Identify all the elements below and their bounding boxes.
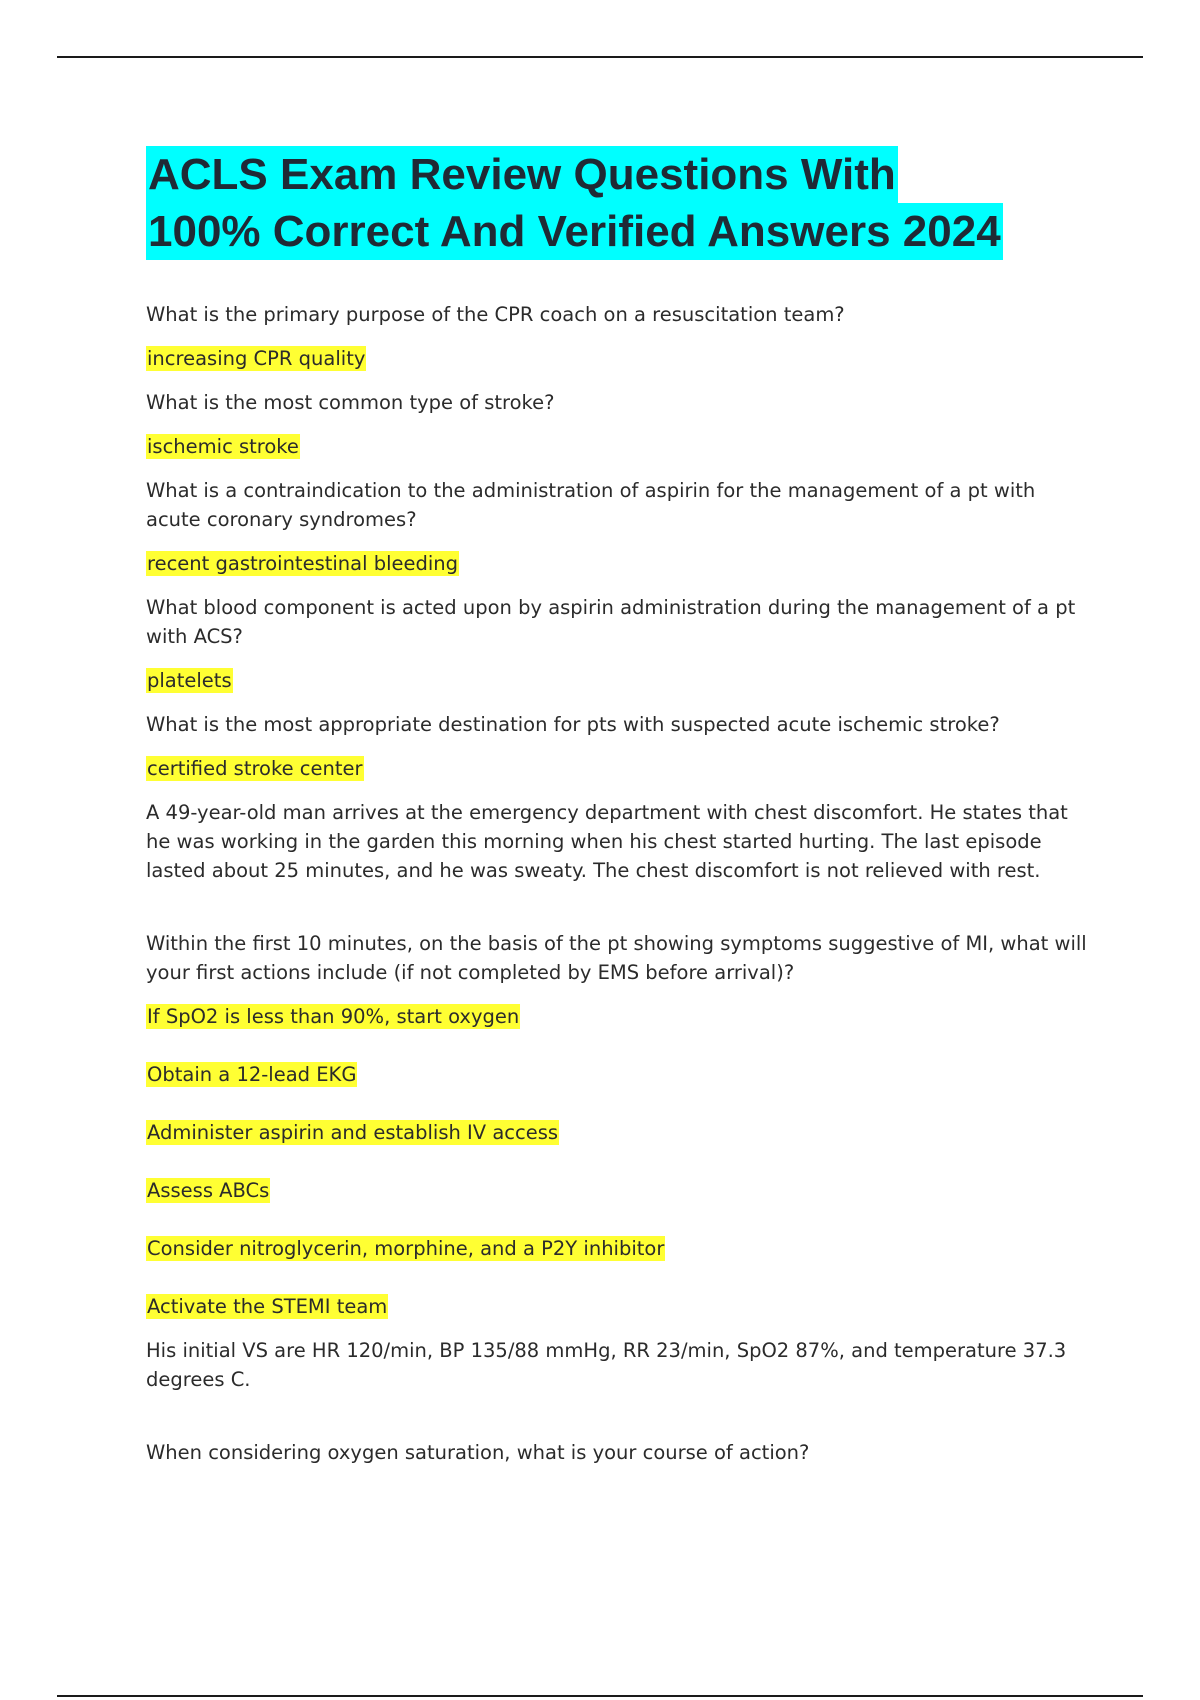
document-title	[146, 146, 1090, 260]
vitals-text: His initial VS are HR 120/min, BP 135/88 mmHg, RR 23/min, SpO2 87%, and temperature 37.3 degrees C.	[146, 1339, 1067, 1391]
question-list	[146, 300, 1090, 1482]
question-5: What is the most appropriate destination for pts with suspected acute ischemic stroke?	[146, 713, 1000, 736]
answer-3: recent gastrointestinal bleeding	[147, 552, 459, 575]
answer-5: certified stroke center	[147, 757, 363, 780]
answer-6-item: Consider nitroglycerin, morphine, and a P2Y inhibitor	[147, 1237, 665, 1260]
question-4: What blood component is acted upon by aspirin administration during the management of a pt with ACS?	[146, 596, 1076, 648]
answer-1: increasing CPR quality	[147, 347, 366, 370]
question-7: When considering oxygen saturation, what is your course of action?	[146, 1441, 810, 1464]
answer-6-item: Administer aspirin and establish IV access	[147, 1121, 559, 1144]
answer-4: platelets	[147, 669, 232, 692]
question-2: What is the most common type of stroke?	[146, 391, 555, 414]
answer-6-item: If SpO2 is less than 90%, start oxygen	[147, 1005, 520, 1028]
answer-6-item: Activate the STEMI team	[147, 1295, 388, 1318]
scenario-text: A 49-year-old man arrives at the emergency department with chest discomfort. He states that he was working in the garden this morning when his chest started hurting. The last episode lasted about 25 minutes, and he was sweaty. The chest discomfort is not relieved with rest.	[146, 801, 1068, 882]
top-rule	[57, 56, 1143, 58]
title-line-1: ACLS Exam Review Questions With	[146, 146, 898, 203]
bottom-rule	[57, 1695, 1143, 1697]
answer-6-item: Obtain a 12-lead EKG	[147, 1063, 357, 1086]
answer-6-item: Assess ABCs	[147, 1179, 270, 1202]
question-6: Within the first 10 minutes, on the basis of the pt showing symptoms suggestive of MI, what will your first actions include (if not completed by EMS before arrival)?	[146, 932, 1087, 984]
question-1: What is the primary purpose of the CPR coach on a resuscitation team?	[146, 303, 845, 326]
question-3: What is a contraindication to the administration of aspirin for the management of a pt with acute coronary syndromes?	[146, 479, 1036, 531]
title-line-2: 100% Correct And Verified Answers 2024	[146, 203, 1003, 260]
answer-2: ischemic stroke	[147, 435, 299, 458]
